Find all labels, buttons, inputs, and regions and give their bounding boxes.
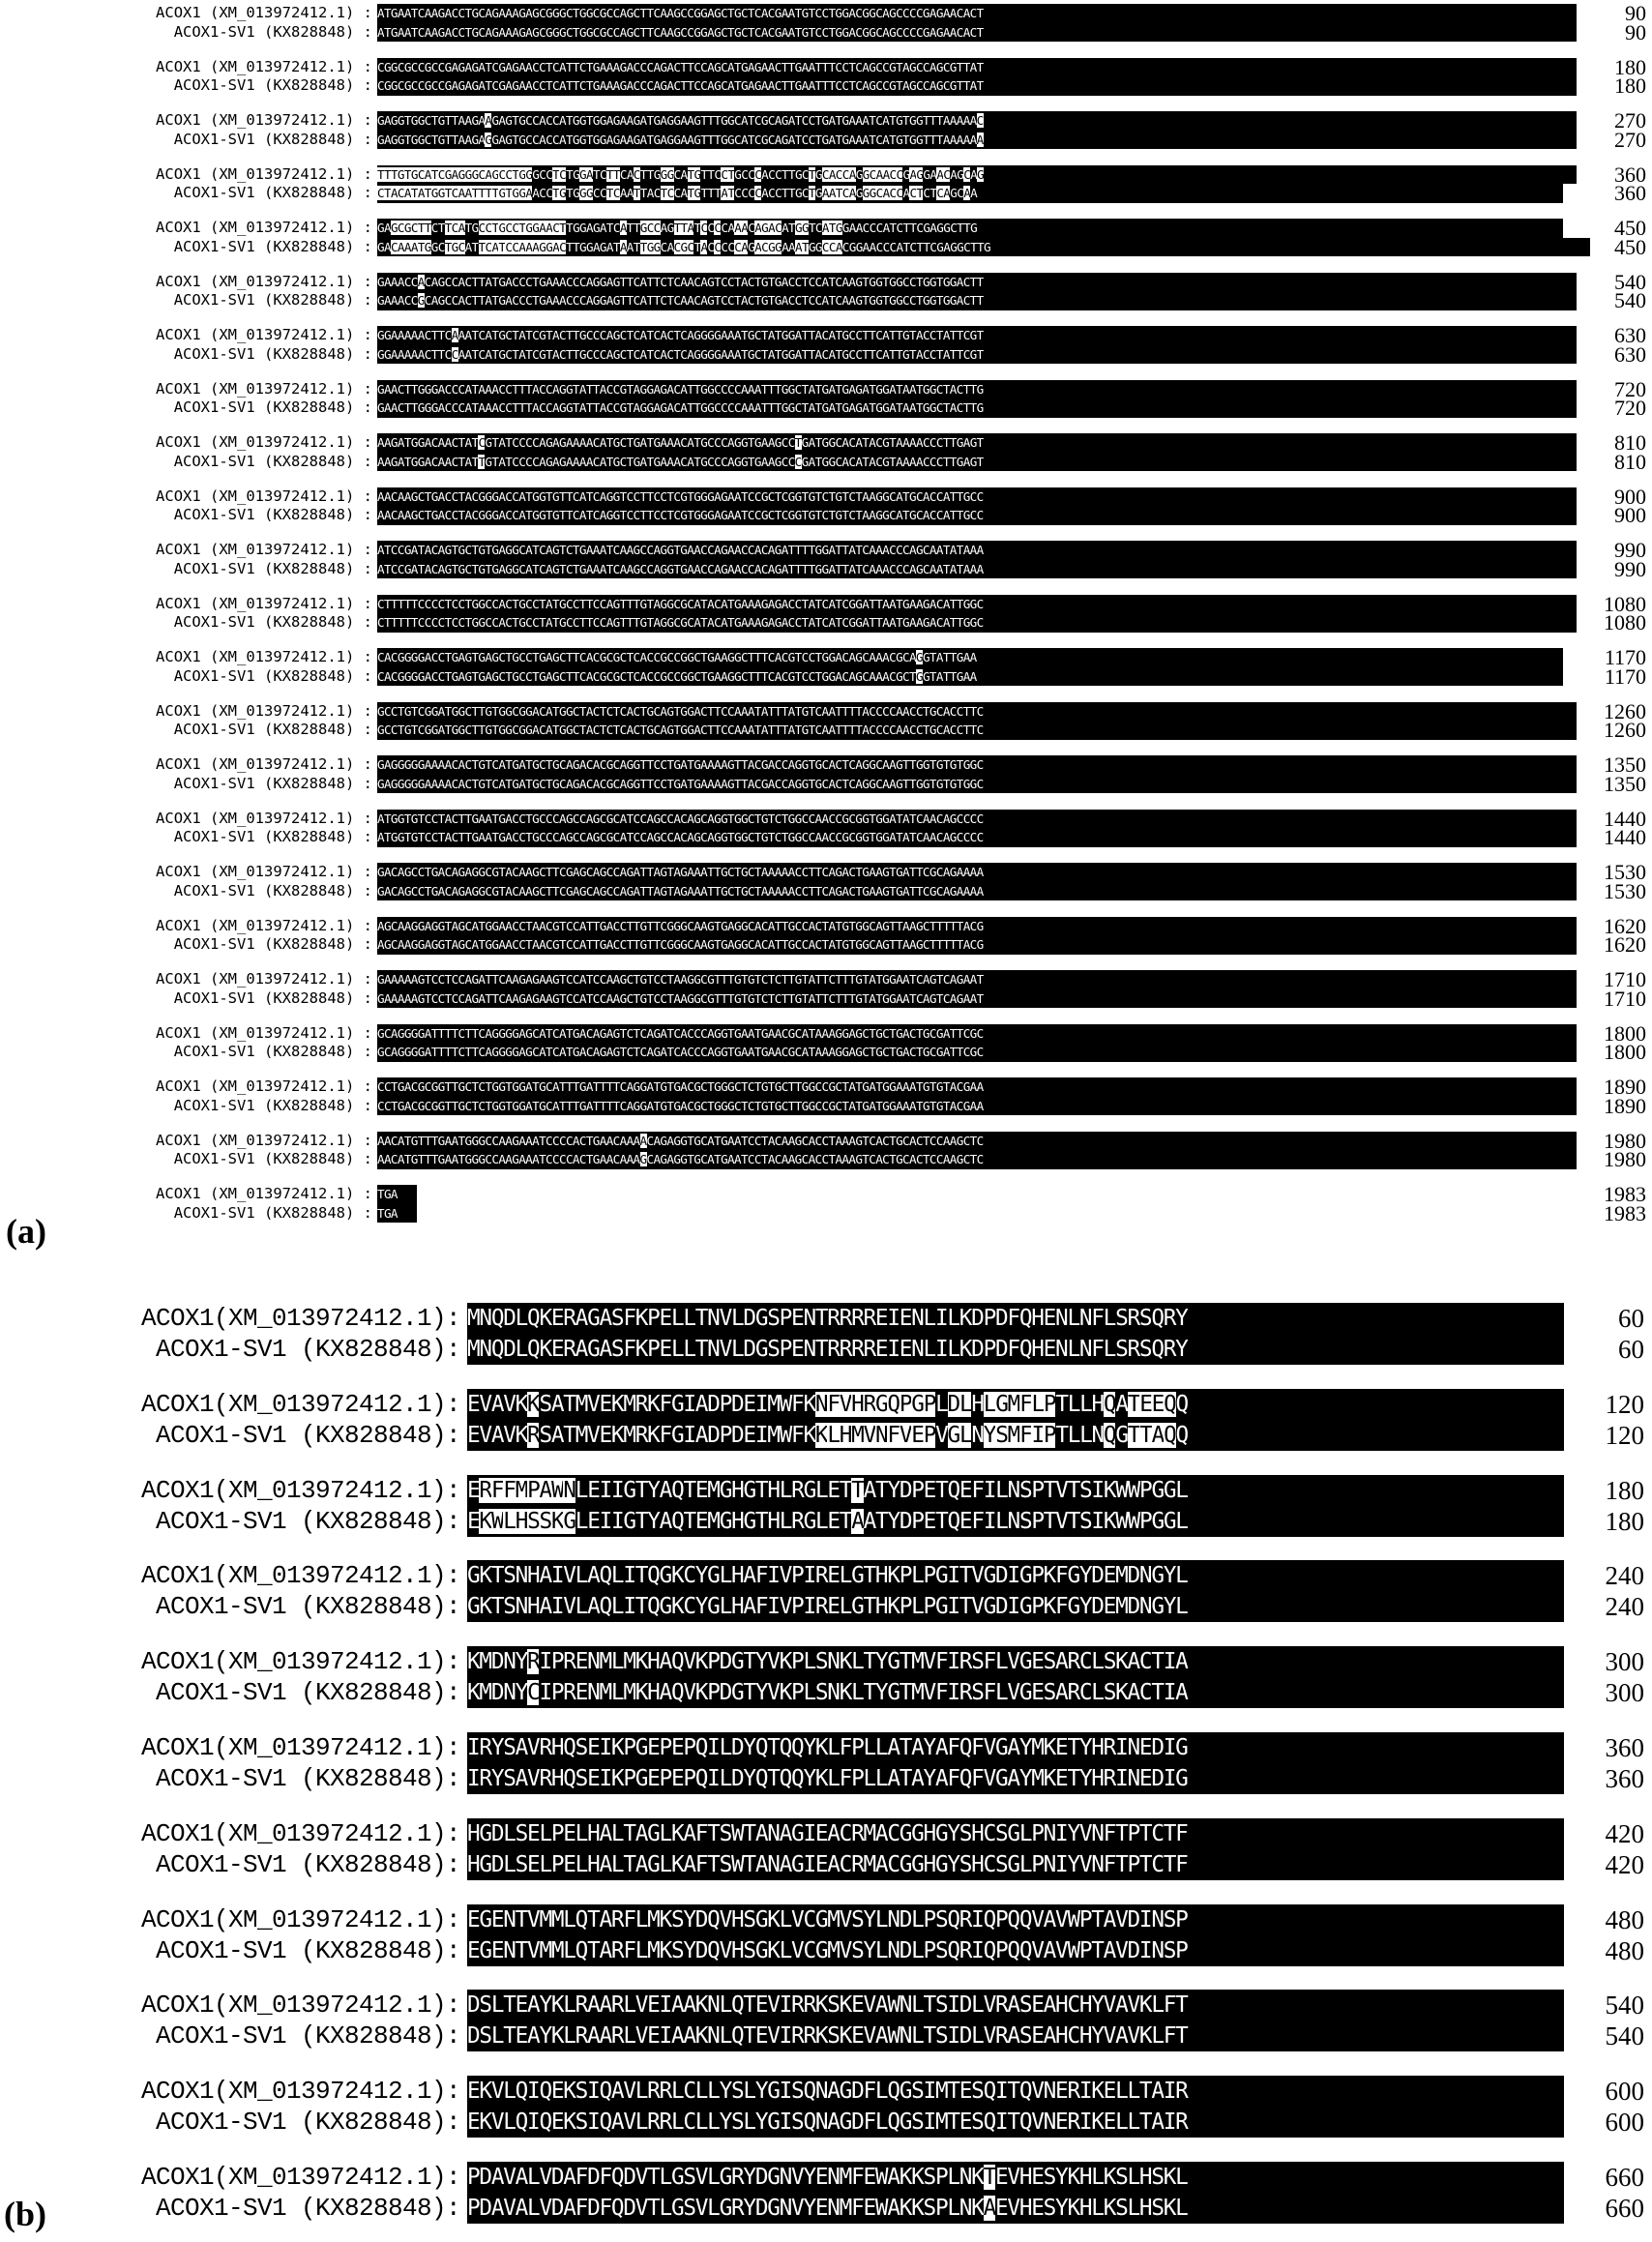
reference-sequence: KMDNYRIPRENMLMKHAQVKPDGTYVKPLSNKLTYGTMVFIRSFLVGESARCLSKACTIA (467, 1646, 1564, 1677)
alignment-row (0, 1389, 1652, 1420)
position-number: 540 (1605, 2021, 1644, 2051)
reference-sequence-name: ACOX1(XM_013972412.1): (140, 1904, 460, 1934)
variant-sequence-name: ACOX1-SV1 (KX828848) : (173, 721, 372, 738)
alignment-row (0, 1591, 1652, 1622)
alignment-row (0, 1506, 1652, 1537)
variant-sequence: ATCCGATACAGTGCTGTGAGGCATCAGTCTGAAATCAAGCCAGGTGAACCAGAACCACAGATTTTGGATTATCAAACCCAGCAATATAAA (377, 560, 1577, 579)
reference-sequence: GAAACCACAGCCACTTATGACCCTGAAACCCAGGAGTTCATTCTCAACAGTCCTACTGTGACCTCCATCAAGTGGTGGCCTGGTGGACTT (377, 273, 1577, 292)
variant-sequence: CCTGACGCGGTTGCTCTGGTGGATGCATTTGATTTTCAGGATGTGACGCTGGGCTCTGTGCTTGGCCGCTATGATGGAAATGTGTACGAA (377, 1097, 1577, 1116)
variant-sequence: AACAAGCTGACCTACGGGACCATGGTGTTCATCAGGTCCTTCCTCGTGGGAGAATCCGCTCGGTGTCTGTCTAAGGCATGCACCATTGCC (377, 506, 1577, 525)
variant-sequence: EKVLQIQEKSIQAVLRRLCLLYSLYGISQNAGDFLQGSIMTESQITQVNERIKELLTAIR (467, 2107, 1564, 2138)
position-number: 810 (1614, 430, 1646, 455)
alignment-row (0, 1646, 1652, 1677)
reference-sequence: PDAVALVDAFDFQDVTLGSVLGRYDGNVYENMFEWAKKSPLNKTEVHESYKHLKSLHSKL (467, 2162, 1564, 2193)
variant-sequence: CTTTTTCCCCTCCTGGCCACTGCCTATGCCTTCCAGTTTGTAGGCGCATACATGAAAGAGACCTATCATCGGATTAATGAAGACATTGGC (377, 613, 1577, 633)
reference-sequence: ATCCGATACAGTGCTGTGAGGCATCAGTCTGAAATCAAGCCAGGTGAACCAGAACCACAGATTTTGGATTATCAAACCCAGCAATATAAA (377, 541, 1577, 560)
position-number: 1260 (1604, 698, 1646, 723)
position-number: 1080 (1604, 610, 1646, 634)
variant-sequence: EVAVKRSATMVEKMRKFGIADPDEIMWFKKLHMVNFVEPVGLNYSMFIPTLLNQGTTAQQ (467, 1420, 1564, 1451)
position-number-cell (0, 1677, 1644, 1708)
variant-sequence-name: ACOX1-SV1 (KX828848) : (173, 666, 372, 685)
variant-sequence-name: ACOX1-SV1 (KX828848): (155, 2021, 460, 2051)
reference-sequence: CTTTTTCCCCTCCTGGCCACTGCCTATGCCTTCCAGTTTGTAGGCGCATACATGAAAGAGACCTATCATCGGATTAATGAAGACATTGGC (377, 595, 1577, 614)
reference-sequence-name: ACOX1 (XM_013972412.1) : (156, 701, 372, 720)
reference-sequence-name: ACOX1(XM_013972412.1): (140, 1475, 460, 1505)
variant-sequence-name: ACOX1-SV1 (KX828848) : (173, 1150, 372, 1167)
alignment-row (0, 1818, 1652, 1849)
reference-sequence-name: ACOX1 (XM_013972412.1) : (156, 755, 372, 773)
variant-sequence: MNQDLQKERAGASFKPELLTNVLDGSPENTRRRREIENLILKDPDFQHENLNFLSRSQRY (467, 1334, 1564, 1365)
panel-a-letter: (a) (6, 1212, 46, 1251)
position-number: 810 (1614, 449, 1646, 474)
position-number: 660 (1605, 2194, 1644, 2223)
position-number: 90 (1625, 1, 1646, 25)
reference-sequence: TTTGTGCATCGAGGGCAGCCTGGGCCTCTGGATCTTCACTTGGGCATGTTCCTGCCCACCTTGCTGCACCAGGCAACCGAGGAACAGCAG (377, 165, 1577, 185)
reference-sequence-name: ACOX1 (XM_013972412.1) : (156, 916, 372, 934)
variant-sequence: AAGATGGACAACTATTGTATCCCCAGAGAAAACATGCTGATGAAACATGCCCAGGTGAAGCCCGATGGCACATACGTAAAACCCTTGAGT (377, 453, 1577, 472)
variant-sequence: CTACATATGGTCAATTTTGTGGAACCTGTGGGCCTCAATTACTCCATGTTTATCCCCACCTTGCTGAATCAGGGCACCACTCTCAGCAA (377, 184, 1563, 203)
variant-sequence-name: ACOX1-SV1 (KX828848): (155, 1678, 460, 1708)
position-number-cell (0, 1935, 1644, 1966)
reference-sequence: EGENTVMMLQTARFLMKSYDQVHSGKLVCGMVSYLNDLPSQRIQPQQVAVWPTAVDINSP (467, 1904, 1564, 1935)
variant-sequence: GAGGGGGAAAACACTGTCATGATGCTGCAGACACGCAGGTTCCTGATGAAAAGTTACGACCAGGTGCACTCAGGCAAGTTGGTGTGTGGC (377, 775, 1577, 794)
variant-sequence-name: ACOX1-SV1 (KX828848) : (173, 935, 372, 953)
variant-sequence: GAAAAAGTCCTCCAGATTCAAGAGAAGTCCATCCAAGCTGTCCTAAGGCGTTTGTGTCTCTTGTATTCTTTGTATGGAATCAGTCAGAAT (377, 989, 1577, 1009)
position-number: 1170 (1604, 664, 1646, 689)
position-number: 1530 (1604, 878, 1646, 903)
variant-sequence-name: ACOX1-SV1 (KX828848): (155, 1935, 460, 1965)
variant-sequence: DSLTEAYKLRAARLVEIAAKNLQTEVIRRKSKEVAWNLTSIDLVRASEAHCHYVAVKLFT (467, 2021, 1564, 2051)
variant-sequence-name: ACOX1-SV1 (KX828848) : (173, 506, 372, 523)
reference-sequence: AAGATGGACAACTATCGTATCCCCAGAGAAAACATGCTGATGAAACATGCCCAGGTGAAGCCTGATGGCACATACGTAAAACCCTTGAGT (377, 433, 1577, 453)
reference-sequence-name: ACOX1(XM_013972412.1): (140, 1561, 460, 1591)
position-number: 300 (1605, 1647, 1644, 1677)
position-number: 900 (1614, 484, 1646, 509)
alignment-row (0, 1990, 1652, 2021)
position-number: 420 (1605, 1849, 1644, 1879)
position-number: 1350 (1604, 771, 1646, 796)
position-number: 1800 (1604, 1020, 1646, 1046)
variant-sequence: GCAGGGGATTTTCTTCAGGGGAGCATCATGACAGAGTCTCAGATCACCCAGGTGAATGAACGCATAAAGGAGCTGCTGACTGCGATTCGC (377, 1043, 1577, 1062)
reference-sequence: CACGGGGACCTGAGTGAGCTGCCTGAGCTTCACGCGCTCACCGCCGGCTGAAGGCTTTCACGTCCTGGACAGCAAACGCAGGTATTGAA (377, 648, 1563, 667)
reference-sequence: GAGGGGGAAAACACTGTCATGATGCTGCAGACACGCAGGTTCCTGATGAAAAGTTACGACCAGGTGCACTCAGGCAAGTTGGTGTGTGGC (377, 755, 1577, 775)
position-number: 1620 (1604, 932, 1646, 957)
position-number: 180 (1605, 1475, 1644, 1505)
position-number: 720 (1614, 376, 1646, 401)
position-number: 630 (1614, 341, 1646, 367)
variant-sequence-name: ACOX1-SV1 (KX828848) : (173, 130, 372, 148)
reference-sequence: GAGCGCTTCTTCATGCCTGCCTGGAACTTGGAGATCATTGCCAGTTATCCCCAAACAGACATGGTCATGGAACCCATCTTCGAGGCTTG (377, 219, 1563, 238)
position-number: 480 (1605, 1904, 1644, 1934)
variant-sequence-name: ACOX1-SV1 (KX828848) : (173, 22, 372, 41)
reference-sequence-name: ACOX1 (XM_013972412.1) : (156, 272, 372, 290)
reference-sequence: GCCTGTCGGATGGCTTGTGGCGGACATGGCTACTCTCACTGCAGTGGACTTCCAAATATTTATGTCAATTTTACCCCAACCTGCACCTTC (377, 702, 1577, 722)
position-number: 1890 (1604, 1093, 1646, 1118)
reference-sequence: GCAGGGGATTTTCTTCAGGGGAGCATCATGACAGAGTCTCAGATCACCCAGGTGAATGAACGCATAAAGGAGCTGCTGACTGCGATTCGC (377, 1024, 1577, 1044)
variant-sequence: ATGAATCAAGACCTGCAGAAAGAGCGGGCTGGCGCCAGCTTCAAGCCGGAGCTGCTCACGAATGTCCTGGACGGCAGCCCCGAGAACACT (377, 23, 1577, 43)
reference-sequence-name: ACOX1 (XM_013972412.1) : (156, 594, 372, 612)
position-number: 120 (1605, 1389, 1644, 1419)
reference-sequence-name: ACOX1 (XM_013972412.1) : (156, 487, 372, 505)
position-number: 90 (1625, 19, 1646, 44)
reference-sequence-name: ACOX1(XM_013972412.1): (140, 2163, 460, 2192)
position-number: 360 (1605, 1733, 1644, 1762)
reference-sequence-name: ACOX1 (XM_013972412.1) : (156, 379, 372, 398)
reference-sequence-name: ACOX1(XM_013972412.1): (140, 2077, 460, 2107)
alignment-row (0, 1732, 1652, 1763)
position-number: 1980 (1604, 1147, 1646, 1171)
position-number: 600 (1605, 2077, 1644, 2107)
reference-sequence: ERFFMPAWNLEIIGTYAQTEMGHGTHLRGLETTATYDPETQEFILNSPTVTSIKWWPGGL (467, 1475, 1564, 1506)
variant-sequence-name: ACOX1-SV1 (KX828848): (155, 1335, 460, 1364)
variant-sequence-name: ACOX1-SV1 (KX828848): (155, 1592, 460, 1622)
reference-sequence-name: ACOX1 (XM_013972412.1) : (156, 1023, 372, 1042)
reference-sequence-name: ACOX1 (XM_013972412.1) : (156, 4, 372, 21)
variant-sequence: PDAVALVDAFDFQDVTLGSVLGRYDGNVYENMFEWAKKSPLNKAEVHESYKHLKSLHSKL (467, 2193, 1564, 2224)
variant-sequence-name: ACOX1-SV1 (KX828848): (155, 1420, 460, 1450)
reference-sequence: GAGGTGGCTGTTAAGAAGAGTGCCACCATGGTGGAGAAGATGAGGAAGTTTGGCATCGCAGATCCTGATGAAATCATGTGGTTTAAAAAC (377, 111, 1577, 131)
reference-sequence-name: ACOX1 (XM_013972412.1) : (156, 1185, 372, 1202)
position-number: 1710 (1604, 967, 1646, 991)
position-number: 990 (1614, 538, 1646, 562)
position-number-cell (0, 1763, 1644, 1794)
position-number: 360 (1614, 181, 1646, 205)
reference-sequence-name: ACOX1(XM_013972412.1): (140, 1647, 460, 1677)
reference-sequence: EKVLQIQEKSIQAVLRRLCLLYSLYGISQNAGDFLQGSIMTESQITQVNERIKELLTAIR (467, 2076, 1564, 2107)
variant-sequence-name: ACOX1-SV1 (KX828848) : (173, 398, 372, 416)
variant-sequence-name: ACOX1-SV1 (KX828848) : (173, 76, 372, 94)
variant-sequence: GKTSNHAIVLAQLITQGKCYGLHAFIVPIRELGTHKPLPGITVGDIGPKFGYDEMDNGYL (467, 1591, 1564, 1622)
variant-sequence: AACATGTTTGAATGGGCCAAGAAATCCCCACTGAACAAAGCAGAGGTGCATGAATCCTACAAGCACCTAAAGTCACTGCACTCCAAGCTC (377, 1150, 1577, 1169)
position-number-cell (0, 1420, 1644, 1451)
position-number: 1080 (1604, 591, 1646, 616)
variant-sequence-name: ACOX1-SV1 (KX828848) : (173, 774, 372, 792)
position-number: 540 (1605, 1991, 1644, 2021)
alignment-row (0, 1935, 1652, 1966)
alignment-row (0, 2107, 1652, 2138)
variant-sequence-name: ACOX1-SV1 (KX828848) : (173, 1096, 372, 1114)
reference-sequence: TGA (377, 1185, 417, 1204)
alignment-row (0, 1303, 1652, 1334)
reference-sequence-name: ACOX1 (XM_013972412.1) : (156, 541, 372, 558)
position-number: 480 (1605, 1935, 1644, 1965)
position-number: 420 (1605, 1818, 1644, 1848)
position-number: 1350 (1604, 752, 1646, 777)
position-number-cell (0, 1389, 1644, 1420)
position-number-cell (0, 1849, 1644, 1880)
reference-sequence-name: ACOX1 (XM_013972412.1) : (156, 1131, 372, 1149)
variant-sequence: KMDNYCIPRENMLMKHAQVKPDGTYVKPLSNKLTYGTMVFIRSFLVGESARCLSKACTIA (467, 1677, 1564, 1708)
position-number-cell (0, 2107, 1644, 2138)
reference-sequence: HGDLSELPELHALTAGLKAFTSWTANAGIEACRMACGGHGYSHCSGLPNIYVNFTPTCTF (467, 1818, 1564, 1849)
reference-sequence-name: ACOX1 (XM_013972412.1) : (156, 1077, 372, 1095)
reference-sequence-name: ACOX1 (XM_013972412.1) : (156, 863, 372, 880)
alignment-row (0, 1420, 1652, 1451)
reference-sequence-name: ACOX1(XM_013972412.1): (140, 1389, 460, 1419)
alignment-row (0, 1849, 1652, 1880)
panel-b-letter: (b) (4, 2195, 46, 2233)
variant-sequence-name: ACOX1-SV1 (KX828848) : (173, 452, 372, 470)
reference-sequence-name: ACOX1 (XM_013972412.1) : (156, 648, 372, 665)
variant-sequence: ATGGTGTCCTACTTGAATGACCTGCCCAGCCAGCGCATCCAGCCACAGCAGGTGGCTGTCTGGCCAACCGCGGTGGATATCAACAGCCCC (377, 828, 1577, 847)
reference-sequence: AACATGTTTGAATGGGCCAAGAAATCCCCACTGAACAAAACAGAGGTGCATGAATCCTACAAGCACCTAAAGTCACTGCACTCCAAGCTC (377, 1132, 1577, 1151)
reference-sequence-name: ACOX1 (XM_013972412.1) : (156, 57, 372, 75)
position-number: 990 (1614, 556, 1646, 581)
alignment-row (0, 1475, 1652, 1506)
variant-sequence-name: ACOX1-SV1 (KX828848) : (173, 988, 372, 1007)
position-number: 1530 (1604, 860, 1646, 884)
variant-sequence-name: ACOX1-SV1 (KX828848): (155, 1849, 460, 1879)
variant-sequence-name: ACOX1-SV1 (KX828848) : (173, 291, 372, 309)
position-number: 540 (1614, 288, 1646, 312)
reference-sequence: GGAAAAACTTCAAATCATGCTATCGTACTTGCCCAGCTCATCACTCAGGGGAAATGCTATGGATTACATGCCTTCATTGTACCTATTCGT (377, 326, 1577, 345)
variant-sequence: GACAGCCTGACAGAGGCGTACAAGCTTCGAGCAGCCAGATTAGTAGAAATTGCTGCTAAAAACCTTCAGACTGAAGTGATTCGCAGAAAA (377, 882, 1577, 901)
position-number: 900 (1614, 503, 1646, 527)
variant-sequence-name: ACOX1-SV1 (KX828848) : (173, 344, 372, 363)
alignment-row (0, 2021, 1652, 2051)
position-number: 1710 (1604, 986, 1646, 1011)
position-number: 360 (1605, 1764, 1644, 1793)
alignment-row (0, 1904, 1652, 1935)
position-number: 1440 (1604, 806, 1646, 831)
variant-sequence: GCCTGTCGGATGGCTTGTGGCGGACATGGCTACTCTCACTGCAGTGGACTTCCAAATATTTATGTCAATTTTACCCCAACCTGCACCTTC (377, 721, 1577, 740)
position-number-cell (0, 2076, 1644, 2107)
position-number-cell (0, 1334, 1644, 1365)
position-number: 1260 (1604, 718, 1646, 742)
reference-sequence: AGCAAGGAGGTAGCATGGAACCTAACGTCCATTGACCTTGTTCGGGCAAGTGAGGCACATTGCCACTATGTGGCAGTTAAGCTTTTTACG (377, 917, 1577, 936)
alignment-row (0, 1677, 1652, 1708)
reference-sequence: AACAAGCTGACCTACGGGACCATGGTGTTCATCAGGTCCTTCCTCGTGGGAGAATCCGCTCGGTGTCTGTCTAAGGCATGCACCATTGCC (377, 487, 1577, 507)
position-number: 540 (1614, 269, 1646, 294)
reference-sequence-name: ACOX1(XM_013972412.1): (140, 1733, 460, 1762)
position-number: 180 (1605, 1506, 1644, 1536)
position-number-cell (0, 1560, 1644, 1591)
reference-sequence: ATGGTGTCCTACTTGAATGACCTGCCCAGCCAGCGCATCCAGCCACAGCAGGTGGCTGTCTGGCCAACCGCGGTGGATATCAACAGCCCC (377, 810, 1577, 829)
variant-sequence: CGGCGCCGCCGAGAGATCGAGAACCTCATTCTGAAAGACCCAGACTTCCAGCATGAGAACTTGAATTTCCTCAGCCGTAGCCAGCGTTAT (377, 76, 1577, 96)
position-number: 180 (1614, 74, 1646, 98)
position-number-cell (0, 2162, 1644, 2193)
position-number-cell (0, 1818, 1644, 1849)
variant-sequence: EGENTVMMLQTARFLMKSYDQVHSGKLVCGMVSYLNDLPSQRIQPQQVAVWPTAVDINSP (467, 1935, 1564, 1966)
variant-sequence: AGCAAGGAGGTAGCATGGAACCTAACGTCCATTGACCTTGTTCGGGCAAGTGAGGCACATTGCCACTATGTGGCAGTTAAGCTTTTTACG (377, 935, 1577, 955)
variant-sequence: GGAAAAACTTCCAATCATGCTATCGTACTTGCCCAGCTCATCACTCAGGGGAAATGCTATGGATTACATGCCTTCATTGTACCTATTCGT (377, 345, 1577, 365)
reference-sequence-name: ACOX1(XM_013972412.1): (140, 1991, 460, 2021)
position-number: 120 (1605, 1420, 1644, 1450)
reference-sequence-name: ACOX1 (XM_013972412.1) : (156, 164, 372, 183)
position-number: 270 (1614, 108, 1646, 133)
reference-sequence-name: ACOX1 (XM_013972412.1) : (156, 326, 372, 343)
reference-sequence: CCTGACGCGGTTGCTCTGGTGGATGCATTTGATTTTCAGGATGTGACGCTGGGCTCTGTGCTTGGCCGCTATGATGGAAATGTGTACGAA (377, 1077, 1577, 1097)
position-number: 450 (1614, 234, 1646, 259)
reference-sequence-name: ACOX1 (XM_013972412.1) : (156, 809, 372, 827)
position-number: 360 (1614, 162, 1646, 187)
position-number: 1440 (1604, 825, 1646, 849)
position-number-cell (0, 1732, 1644, 1763)
reference-sequence: EVAVKKSATMVEKMRKFGIADPDEIMWFKNFVHRGQPGPLDLHLGMFLPTLLHQATEEQQ (467, 1389, 1564, 1420)
variant-sequence: GAGGTGGCTGTTAAGAGGAGTGCCACCATGGTGGAGAAGATGAGGAAGTTTGGCATCGCAGATCCTGATGAAATCATGTGGTTTAAAAAA (377, 131, 1577, 150)
position-number: 240 (1605, 1561, 1644, 1591)
position-number-cell (0, 2193, 1644, 2224)
reference-sequence: GAAAAAGTCCTCCAGATTCAAGAGAAGTCCATCCAAGCTGTCCTAAGGCGTTTGTGTCTCTTGTATTCTTTGTATGGAATCAGTCAGAAT (377, 970, 1577, 989)
alignment-row (0, 1560, 1652, 1591)
reference-sequence: GACAGCCTGACAGAGGCGTACAAGCTTCGAGCAGCCAGATTAGTAGAAATTGCTGCTAAAAACCTTCAGACTGAAGTGATTCGCAGAAAA (377, 863, 1577, 882)
position-number-cell (0, 1303, 1644, 1334)
variant-sequence: TGA (377, 1204, 417, 1224)
reference-sequence: GKTSNHAIVLAQLITQGKCYGLHAFIVPIRELGTHKPLPGITVGDIGPKFGYDEMDNGYL (467, 1560, 1564, 1591)
position-number: 270 (1614, 127, 1646, 152)
variant-sequence-name: ACOX1-SV1 (KX828848) : (173, 1043, 372, 1060)
variant-sequence-name: ACOX1-SV1 (KX828848) : (173, 237, 372, 255)
position-number: 720 (1614, 396, 1646, 420)
variant-sequence-name: ACOX1-SV1 (KX828848) : (173, 559, 372, 577)
variant-sequence-name: ACOX1-SV1 (KX828848): (155, 1506, 460, 1536)
position-number: 60 (1618, 1335, 1644, 1364)
alignment-row (0, 1334, 1652, 1365)
reference-sequence: MNQDLQKERAGASFKPELLTNVLDGSPENTRRRREIENLILKDPDFQHENLNFLSRSQRY (467, 1303, 1564, 1334)
position-number: 600 (1605, 2108, 1644, 2138)
position-number: 240 (1605, 1592, 1644, 1622)
reference-sequence-name: ACOX1 (XM_013972412.1) : (156, 219, 372, 236)
variant-sequence-name: ACOX1-SV1 (KX828848) : (173, 184, 372, 201)
variant-sequence: GAACTTGGGACCCATAAACCTTTACCAGGTATTACCGTAGGAGACATTGGCCCCAAATTTGGCTATGATGAGATGGATAATGGCTACTTG (377, 398, 1577, 418)
position-number: 450 (1614, 216, 1646, 240)
variant-sequence: HGDLSELPELHALTAGLKAFTSWTANAGIEACRMACGGHGYSHCSGLPNIYVNFTPTCTF (467, 1849, 1564, 1880)
position-number: 1983 (1604, 1182, 1646, 1206)
reference-sequence-name: ACOX1(XM_013972412.1): (140, 1818, 460, 1848)
variant-sequence: EKWLHSSKGLEIIGTYAQTEMGHGTHLRGLETAATYDPETQEFILNSPTVTSIKWWPGGL (467, 1506, 1564, 1537)
reference-sequence-name: ACOX1 (XM_013972412.1) : (156, 970, 372, 988)
position-number: 180 (1614, 54, 1646, 79)
position-number: 1983 (1604, 1200, 1646, 1225)
reference-sequence: DSLTEAYKLRAARLVEIAAKNLQTEVIRRKSKEVAWNLTSIDLVRASEAHCHYVAVKLFT (467, 1990, 1564, 2021)
reference-sequence: IRYSAVRHQSEIKPGEPEPQILDYQTQQYKLFPLLATAYAFQFVGAYMKETYHRINEDIG (467, 1732, 1564, 1763)
variant-sequence: CACGGGGACCTGAGTGAGCTGCCTGAGCTTCACGCGCTCACCGCCGGCTGAAGGCTTTCACGTCCTGGACAGCAAACGCTGGTATTGAA (377, 667, 1563, 687)
position-number: 1170 (1604, 645, 1646, 669)
reference-sequence: CGGCGCCGCCGAGAGATCGAGAACCTCATTCTGAAAGACCCAGACTTCCAGCATGAGAACTTGAATTTCCTCAGCCGTAGCCAGCGTTAT (377, 58, 1577, 77)
alignment-row (0, 2076, 1652, 2107)
position-number-cell (0, 1904, 1644, 1935)
position-number: 300 (1605, 1678, 1644, 1708)
reference-sequence: ATGAATCAAGACCTGCAGAAAGAGCGGGCTGGCGCCAGCTTCAAGCCGGAGCTGCTCACGAATGTCCTGGACGGCAGCCCCGAGAACACT (377, 4, 1577, 23)
position-number: 630 (1614, 323, 1646, 347)
reference-sequence-name: ACOX1 (XM_013972412.1) : (156, 111, 372, 129)
position-number-cell (0, 1506, 1644, 1537)
variant-sequence: IRYSAVRHQSEIKPGEPEPQILDYQTQQYKLFPLLATAYAFQFVGAYMKETYHRINEDIG (467, 1763, 1564, 1794)
variant-sequence: GAAACCGCAGCCACTTATGACCCTGAAACCCAGGAGTTCATTCTCAACAGTCCTACTGTGACCTCCATCAAGTGGTGGCCTGGTGGACTT (377, 291, 1577, 310)
position-number: 660 (1605, 2163, 1644, 2192)
position-number: 1980 (1604, 1128, 1646, 1153)
reference-sequence: GAACTTGGGACCCATAAACCTTTACCAGGTATTACCGTAGGAGACATTGGCCCCAAATTTGGCTATGATGAGATGGATAATGGCTACTTG (377, 380, 1577, 399)
position-number-cell (0, 1990, 1644, 2021)
alignment-row (0, 2162, 1652, 2193)
reference-sequence-name: ACOX1(XM_013972412.1): (140, 1304, 460, 1333)
position-number-cell (0, 1475, 1644, 1506)
variant-sequence-name: ACOX1-SV1 (KX828848) : (173, 613, 372, 631)
reference-sequence-name: ACOX1 (XM_013972412.1) : (156, 433, 372, 451)
variant-sequence-name: ACOX1-SV1 (KX828848): (155, 2108, 460, 2138)
position-number-cell (0, 1646, 1644, 1677)
variant-sequence-name: ACOX1-SV1 (KX828848) : (173, 828, 372, 845)
position-number-cell (0, 2021, 1644, 2051)
variant-sequence-name: ACOX1-SV1 (KX828848): (155, 1764, 460, 1793)
variant-sequence-name: ACOX1-SV1 (KX828848) : (173, 1203, 372, 1222)
alignment-row (0, 2193, 1652, 2224)
variant-sequence: GACAAATGGCTGCATTCATCCAAAGGACTTGGAGATAATTGGCACGCTACCCCCAGACGGAAATGGCCACGGAACCCATCTTCGAGGCTTG (377, 238, 1590, 257)
position-number: 1890 (1604, 1075, 1646, 1099)
alignment-row (0, 1763, 1652, 1794)
position-number: 60 (1618, 1304, 1644, 1333)
variant-sequence-name: ACOX1-SV1 (KX828848): (155, 2194, 460, 2223)
position-number-cell (0, 1591, 1644, 1622)
variant-sequence-name: ACOX1-SV1 (KX828848) : (173, 881, 372, 900)
position-number: 1620 (1604, 913, 1646, 938)
position-number: 1800 (1604, 1040, 1646, 1064)
